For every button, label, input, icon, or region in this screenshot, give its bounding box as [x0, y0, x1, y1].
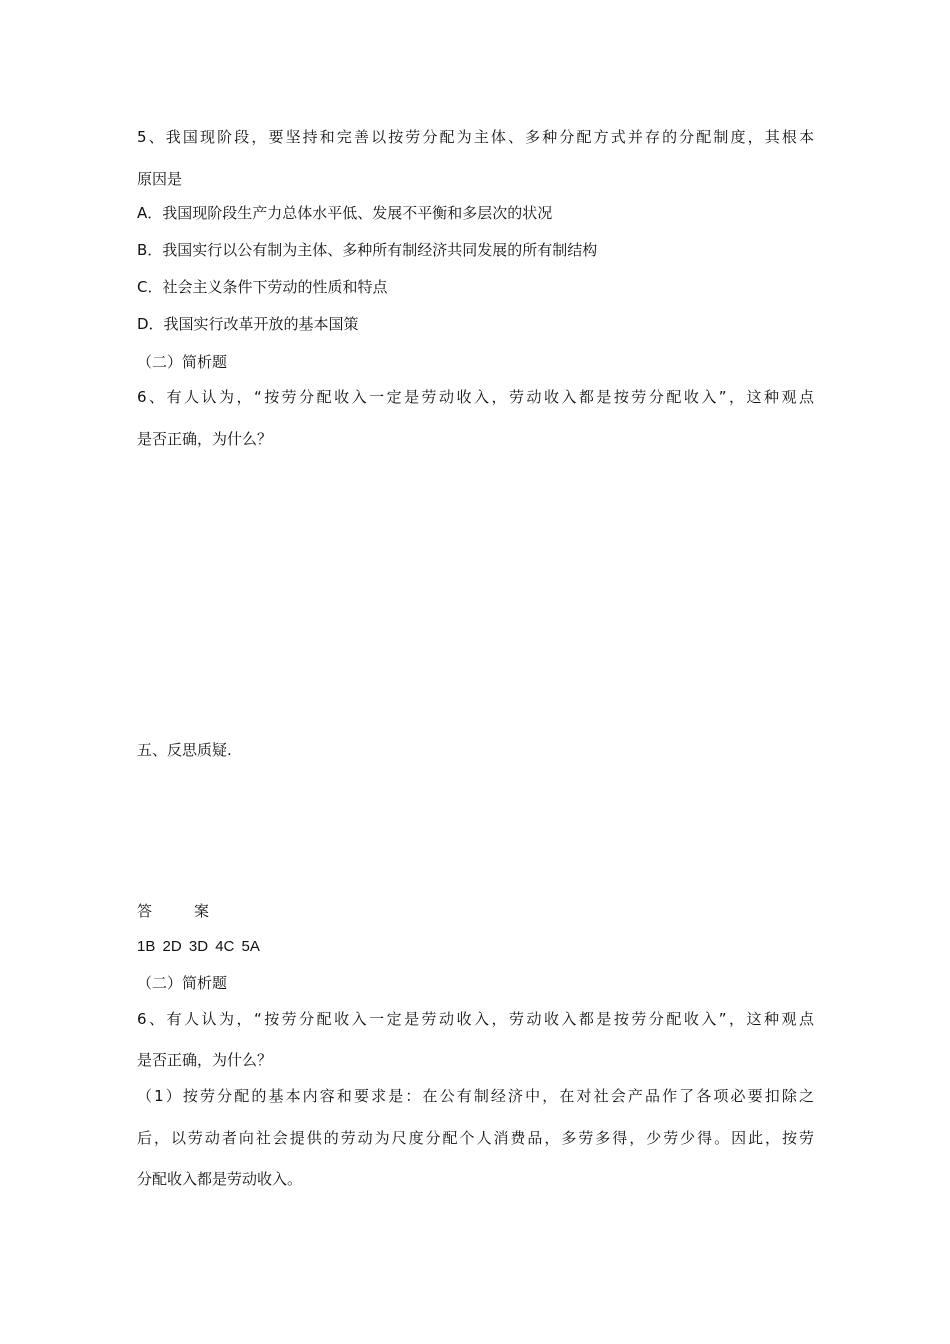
answer-explain-line3: 分配收入都是劳动收入。 — [137, 1170, 303, 1188]
q6-line2: 是否正确，为什么？ — [137, 430, 273, 448]
answer-keys: 1B 2D 3D 4C 5A — [137, 938, 260, 955]
q5-option-b: B．我国实行以公有制为主体、多种所有制经济共同发展的所有制结构 — [137, 241, 598, 259]
answer-explain-line1: （1）按劳分配的基本内容和要求是：在公有制经济中，在对社会产品作了各项必要扣除之 — [137, 1087, 814, 1105]
answer-q6-line2: 是否正确，为什么？ — [137, 1051, 273, 1069]
answer-section-heading-analysis: （二）简析题 — [137, 974, 228, 992]
q5-stem-line2: 原因是 — [137, 170, 183, 188]
q5-option-c: C．社会主义条件下劳动的性质和特点 — [137, 278, 388, 296]
q6-line1: 6、有人认为，“按劳分配收入一定是劳动收入，劳动收入都是按劳分配收入”，这种观点 — [137, 388, 814, 406]
answer-title-left: 答 — [137, 902, 153, 920]
answer-explain-line2: 后，以劳动者向社会提供的劳动为尺度分配个人消费品，多劳多得，少劳少得。因此，按劳 — [137, 1129, 814, 1147]
answer-title — [137, 900, 209, 922]
section-heading-analysis: （二）简析题 — [137, 353, 228, 371]
section-heading-reflection: 五、反思质疑. — [137, 741, 232, 759]
q5-stem-line1: 5、我国现阶段，要坚持和完善以按劳分配为主体、多种分配方式并存的分配制度，其根本 — [137, 128, 814, 146]
q5-option-d: D．我国实行改革开放的基本国策 — [137, 315, 359, 333]
answer-q6-line1: 6、有人认为，“按劳分配收入一定是劳动收入，劳动收入都是按劳分配收入”，这种观点 — [137, 1010, 814, 1028]
answer-title-right: 案 — [194, 902, 210, 920]
q5-option-a: A．我国现阶段生产力总体水平低、发展不平衡和多层次的状况 — [137, 204, 553, 222]
